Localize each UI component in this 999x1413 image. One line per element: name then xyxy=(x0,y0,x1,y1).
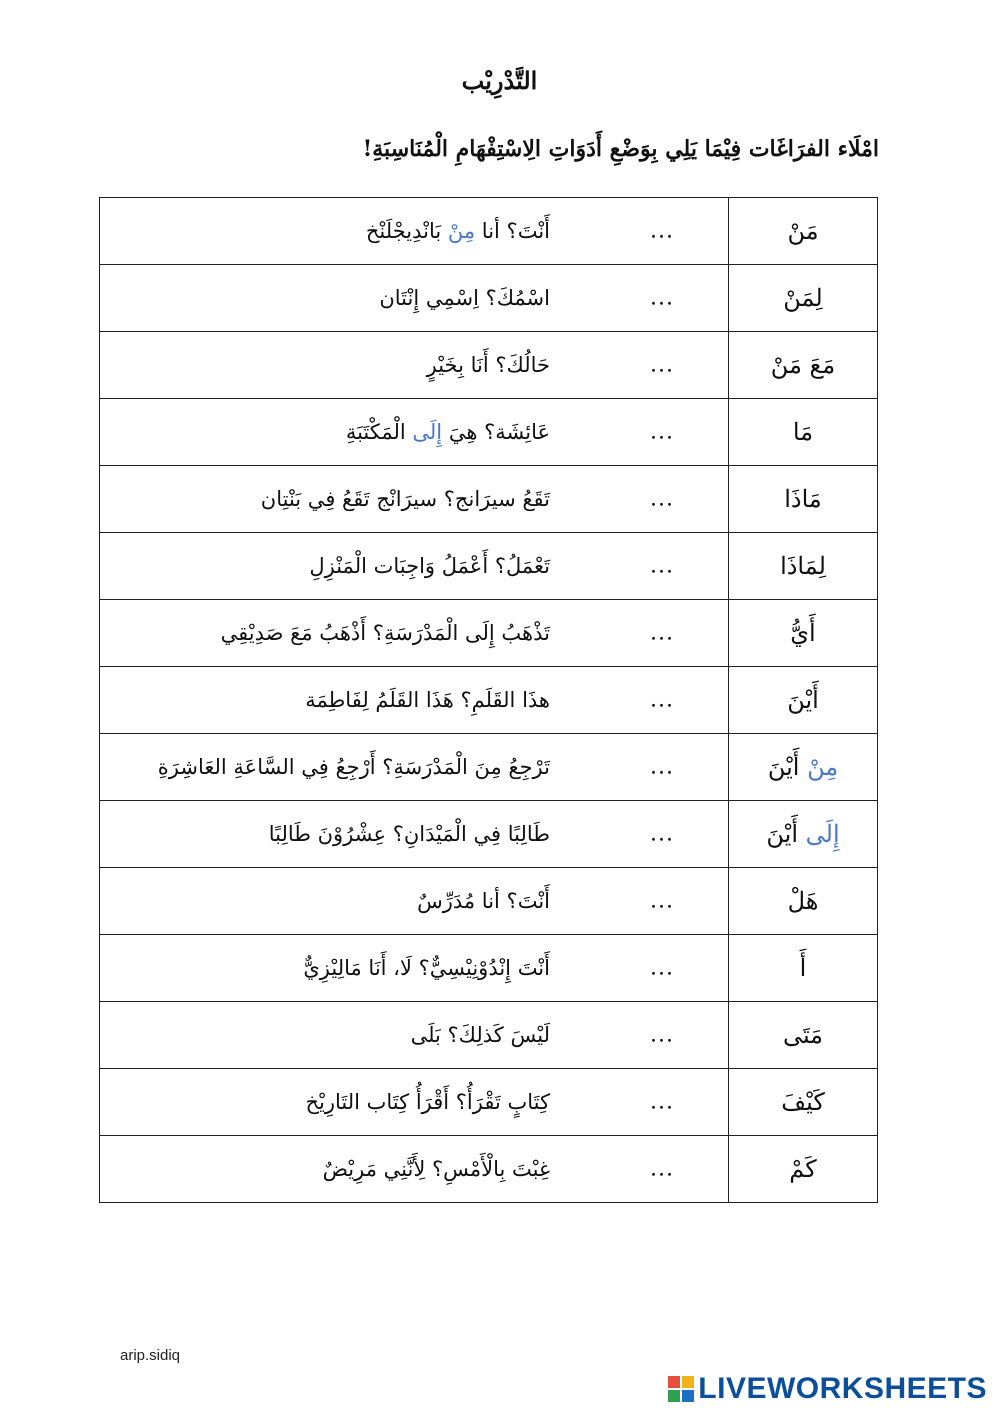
blank-field[interactable]: ... xyxy=(650,1089,674,1115)
question-word xyxy=(729,265,878,332)
sentence-text xyxy=(427,353,550,377)
question-word-highlight: مِنْ xyxy=(807,753,839,781)
blank-field[interactable]: ... xyxy=(650,218,674,244)
sentence-part: تَعْمَلُ؟ أَعْمَلُ وَاجِبَات الْمَنْزِلِ xyxy=(309,554,550,578)
question-word xyxy=(729,801,878,868)
exercise-table xyxy=(99,197,878,1203)
blank-field[interactable]: ... xyxy=(650,1156,674,1182)
question-word-text: مَنْ xyxy=(787,217,819,245)
question-word-text: أَيْنَ xyxy=(766,820,806,848)
sentence-part: غِبْتَ بِالْأَمْسِ؟ لِأَنَّنِي مَرِيْضٌ xyxy=(322,1157,550,1181)
question-word xyxy=(729,1002,878,1069)
sentence-part: حَالُكَ؟ أَنَا بِخَيْرٍ xyxy=(426,353,550,377)
sentence-text xyxy=(346,420,550,444)
sentence-part: أَنْتَ؟ أنا مُدَرِّسٌ xyxy=(417,889,550,913)
question-word-text: أَيُّ xyxy=(790,619,816,647)
table-row xyxy=(100,533,878,600)
table-row xyxy=(100,399,878,466)
question-word-text: أَ xyxy=(799,954,807,982)
sentence-part: كِتَابٍ تَقْرَأُ؟ أَقْرَأُ كِتَاب التَارِيْخ xyxy=(305,1090,550,1114)
blank-field[interactable]: ... xyxy=(650,1022,674,1048)
blank-field[interactable]: ... xyxy=(650,620,674,646)
sentence-text xyxy=(305,688,550,712)
sentence-cell xyxy=(100,600,729,667)
sentence-text xyxy=(158,755,550,779)
table-row xyxy=(100,1069,878,1136)
sentence-part: أَنْتَ إِنْدُوْنِيْسِيٌّ؟ لَا، أَنَا مَالِيْزِيٌّ xyxy=(303,956,550,980)
sentence-cell xyxy=(100,533,729,600)
table-row xyxy=(100,600,878,667)
sentence-cell xyxy=(100,332,729,399)
sentence-cell xyxy=(100,1069,729,1136)
blank-field[interactable]: ... xyxy=(650,553,674,579)
question-word-text: هَلْ xyxy=(787,887,819,915)
page-title: التَّدْرِيْب xyxy=(461,66,538,95)
sentence-cell xyxy=(100,1002,729,1069)
sentence-text xyxy=(261,487,550,511)
table-row xyxy=(100,332,878,399)
question-word-text: أَيْنَ xyxy=(787,686,819,714)
sentence-part: لَيْسَ كَذلِكَ؟ بَلَى xyxy=(410,1023,550,1047)
question-word-text: أَيْنَ xyxy=(767,753,808,781)
brand-logo[interactable] xyxy=(668,1372,987,1406)
table-row xyxy=(100,466,878,533)
question-word-text: مَا xyxy=(792,418,814,446)
sentence-text xyxy=(366,219,550,243)
sentence-cell xyxy=(100,935,729,1002)
question-word-text: مَاذَا xyxy=(784,485,822,513)
table-row xyxy=(100,1136,878,1203)
sentence-part: تَقَعُ سيرَانج؟ سيرَانْج تَقَعُ فِي بَنْتِان xyxy=(260,487,550,511)
sentence-part: الْمَكْتَبَةِ xyxy=(345,420,413,444)
liveworksheets-logo-icon xyxy=(668,1376,694,1402)
table-row xyxy=(100,1002,878,1069)
question-word xyxy=(729,667,878,734)
table-row xyxy=(100,801,878,868)
question-word xyxy=(729,734,878,801)
sentence-text xyxy=(417,889,550,913)
sentence-part: تَذْهَبُ إِلَى الْمَدْرَسَةِ؟ أَذْهَبُ مَعَ صَدِيْقِي xyxy=(220,621,550,645)
sentence-text xyxy=(221,621,550,645)
blank-field[interactable]: ... xyxy=(650,821,674,847)
author-credit: arip.sidiq xyxy=(120,1347,181,1364)
sentence-part: هذَا القَلَمِ؟ هَذَا القَلَمُ لِفَاطِمَة xyxy=(305,688,550,712)
question-word xyxy=(729,868,878,935)
question-word xyxy=(729,332,878,399)
sentence-cell xyxy=(100,801,729,868)
blank-field[interactable]: ... xyxy=(650,754,674,780)
sentence-part: طَالِبًا فِي الْمَيْدَانِ؟ عِشْرُوْنَ طَالِبًا xyxy=(268,822,550,846)
sentence-text xyxy=(411,1023,550,1047)
sentence-text xyxy=(303,956,550,980)
question-word-text: مَعَ مَنْ xyxy=(770,351,836,379)
sentence-cell xyxy=(100,399,729,466)
question-word-text: لِمَاذَا xyxy=(780,552,826,580)
table-row xyxy=(100,935,878,1002)
blank-field[interactable]: ... xyxy=(650,419,674,445)
question-word-text: كَمْ xyxy=(789,1155,817,1183)
sentence-highlight: مِنْ xyxy=(447,219,476,243)
blank-field[interactable]: ... xyxy=(650,955,674,981)
blank-field[interactable]: ... xyxy=(650,285,674,311)
sentence-part: تَرْجِعُ مِنَ الْمَدْرَسَةِ؟ أَرْجِعُ فِي السَّاعَةِ العَاشِرَةِ xyxy=(157,755,550,779)
question-word xyxy=(729,198,878,265)
blank-field[interactable]: ... xyxy=(650,687,674,713)
sentence-part: اسْمُكَ؟ اِسْمِي إِنْتَان xyxy=(379,286,550,310)
question-word xyxy=(729,399,878,466)
question-word xyxy=(729,935,878,1002)
sentence-cell xyxy=(100,1136,729,1203)
sentence-cell xyxy=(100,734,729,801)
question-word xyxy=(729,1136,878,1203)
table-row xyxy=(100,265,878,332)
sentence-cell xyxy=(100,466,729,533)
blank-field[interactable]: ... xyxy=(650,352,674,378)
sentence-text xyxy=(305,1090,550,1114)
sentence-part: عَائِشَة؟ هِيَ xyxy=(442,420,550,444)
brand-name: LIVEWORKSHEETS xyxy=(698,1372,987,1405)
sentence-cell xyxy=(100,868,729,935)
question-word-text: كَيْفَ xyxy=(781,1088,825,1116)
sentence-text xyxy=(323,1157,550,1181)
table-row xyxy=(100,734,878,801)
question-word xyxy=(729,600,878,667)
sentence-part: أَنْتَ؟ أنا xyxy=(475,219,550,243)
blank-field[interactable]: ... xyxy=(650,486,674,512)
sentence-cell xyxy=(100,265,729,332)
table-row xyxy=(100,868,878,935)
sentence-cell xyxy=(100,667,729,734)
question-word-text: لِمَنْ xyxy=(783,284,823,312)
table-row xyxy=(100,198,878,265)
question-word xyxy=(729,466,878,533)
sentence-text xyxy=(269,822,550,846)
question-word-highlight: إِلَى xyxy=(805,820,840,848)
sentence-part: بَانْدِيجْلَنْخ xyxy=(365,219,448,243)
sentence-text xyxy=(379,286,550,310)
question-word xyxy=(729,1069,878,1136)
sentence-cell xyxy=(100,198,729,265)
question-word-text: مَتَى xyxy=(782,1021,824,1049)
table-row xyxy=(100,667,878,734)
instruction-text: امْلَاء الفرَاغَات فِيْمَا يَلِي بِوَضْعِ أَدَوَاتِ الِاسْتِفْهَامِ الْمُنَاسِبَةِ! xyxy=(362,136,879,162)
sentence-highlight: إِلَى xyxy=(412,420,443,444)
blank-field[interactable]: ... xyxy=(650,888,674,914)
sentence-text xyxy=(309,554,550,578)
question-word xyxy=(729,533,878,600)
